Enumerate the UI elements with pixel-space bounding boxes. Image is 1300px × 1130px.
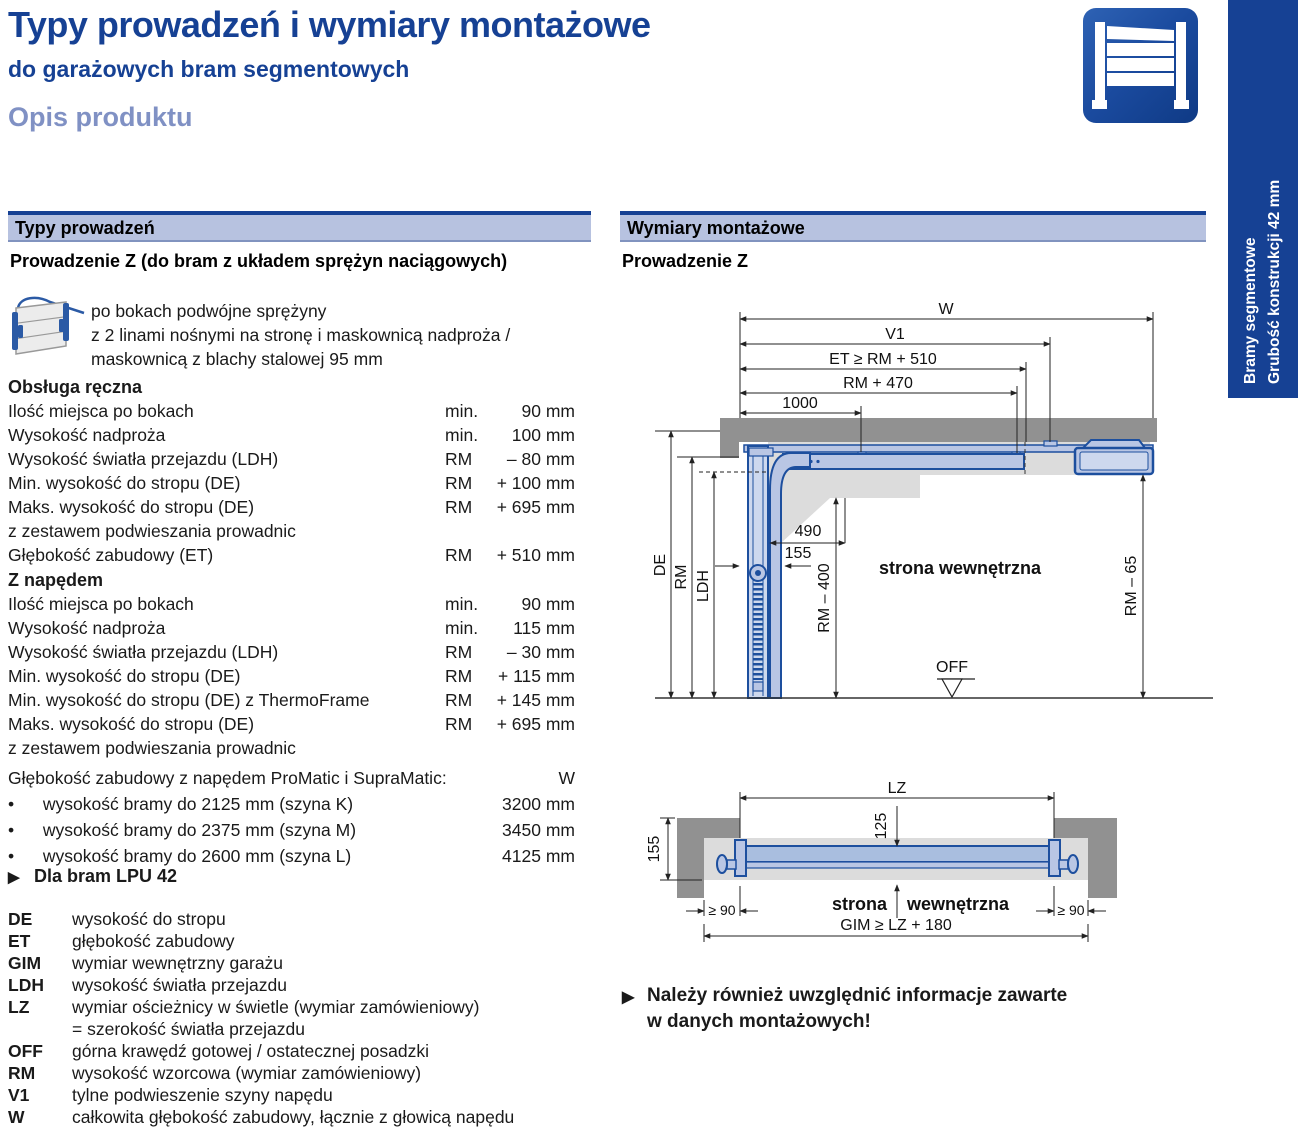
legend-abbr: GIM: [8, 953, 42, 973]
list-item: [8, 794, 575, 820]
row-label: Wysokość światła przejazdu (LDH): [8, 642, 279, 662]
row-reference: RM: [445, 449, 473, 469]
legend-desc-line1: całkowita głębokość zabudowy, łącznie z głowicą napędu: [72, 1107, 515, 1127]
item-label: wysokość bramy do 2125 mm (szyna K): [42, 794, 354, 814]
off-level-icon: [942, 679, 962, 697]
table-row: [8, 642, 575, 666]
inner-side-label: strona wewnętrzna: [878, 558, 1042, 578]
legend-row: [8, 1062, 583, 1084]
row-label: Ilość miejsca po bokach: [8, 594, 194, 614]
dim-label-155: 155: [646, 835, 663, 863]
row-label: Wysokość nadproża: [8, 425, 166, 445]
table-row: [8, 594, 575, 618]
legend-abbr: V1: [8, 1085, 30, 1105]
track-z-description: [91, 299, 510, 371]
row-label: Wysokość nadproża: [8, 618, 166, 638]
row-value: – 80 mm: [506, 449, 575, 469]
z-track-sketch-icon: [4, 292, 88, 364]
table-row: [8, 545, 575, 569]
legend-abbr: ET: [8, 931, 31, 951]
legend-desc-line1: głębokość zabudowy: [72, 931, 235, 951]
section-bar-track-types: Typy prowadzeń: [8, 211, 591, 242]
row-value: + 145 mm: [496, 690, 575, 710]
row-value: 90 mm: [521, 594, 575, 614]
row-value: + 100 mm: [496, 473, 575, 493]
row-value: + 695 mm: [496, 497, 575, 517]
legend-row: [8, 1040, 583, 1062]
row-value: 115 mm: [513, 618, 575, 638]
row-label: Głębokość zabudowy (ET): [8, 545, 214, 565]
note-line1: Należy również uwzględnić informacje zawarte: [647, 985, 1068, 1006]
legend-abbr: DE: [8, 909, 33, 929]
ceiling-and-lintel: [720, 418, 1157, 555]
legend-desc: [72, 974, 583, 996]
dim-label-rm65: RM – 65: [1123, 555, 1140, 617]
section-label: Opis produktu: [8, 102, 193, 132]
table-row: [8, 473, 575, 497]
description-line: po bokach podwójne sprężyny: [91, 301, 327, 321]
row-value: + 115 mm: [498, 666, 575, 686]
depth-heading: Głębokość zabudowy z napędem ProMatic i SupraMatic:: [8, 768, 447, 788]
item-value: 4125 mm: [502, 846, 575, 866]
legend-desc-line2: = szerokość światła przejazdu: [72, 1019, 305, 1039]
table-row: [8, 401, 575, 425]
legend-desc: [72, 996, 583, 1040]
description-line: z 2 linami nośnymi na stronę i maskownicą nadproża /: [91, 325, 511, 345]
dim-label-v1: V1: [885, 326, 905, 343]
dim-label-rm400: RM – 400: [816, 563, 833, 633]
dim-label-rm: RM: [673, 564, 690, 590]
powered-table: [8, 594, 575, 762]
sectional-door-icon: [1083, 8, 1198, 123]
legend-desc: [72, 1106, 583, 1128]
legend-desc: [72, 930, 583, 952]
side-tab-line2: Grubość konstrukcji 42 mm: [1266, 179, 1283, 384]
dimension-lines: [655, 312, 1153, 698]
legend-desc-line1: wymiar wewnętrzny garażu: [72, 953, 284, 973]
dim-label-155: 155: [784, 545, 812, 562]
manual-table: [8, 401, 575, 569]
side-tab-line1: Bramy segmentowe: [1242, 237, 1259, 384]
row-label: Min. wysokość do stropu (DE): [8, 473, 241, 493]
row-reference: RM: [445, 690, 473, 710]
dim-label-ge90-left: ≥ 90: [708, 902, 736, 918]
row-reference: RM: [445, 497, 473, 517]
drive-head-unit: [1075, 440, 1153, 474]
dim-label-490: 490: [794, 523, 822, 540]
dim-label-1000: 1000: [782, 395, 818, 412]
dim-label-gim: GIM ≥ LZ + 180: [840, 917, 952, 934]
row-label: Maks. wysokość do stropu (DE): [8, 714, 255, 734]
table-row: [8, 425, 575, 449]
mounting-z-heading: Prowadzenie Z: [622, 251, 749, 271]
dim-label-et: ET ≥ RM + 510: [829, 351, 937, 368]
dim-label-ldh: LDH: [695, 569, 712, 603]
legend: [8, 908, 583, 1128]
item-value: 3200 mm: [502, 794, 575, 814]
powered-section-title: Z napędem: [8, 570, 104, 590]
installation-diagram-plan-view: [615, 782, 1215, 954]
row-reference: RM: [445, 473, 473, 493]
dim-label-off: OFF: [936, 659, 968, 676]
dim-label-lz: LZ: [887, 782, 907, 797]
dim-label-rm470: RM + 470: [843, 375, 913, 392]
row-reference: min.: [445, 401, 479, 421]
bullet: •: [8, 846, 15, 866]
legend-row: [8, 996, 583, 1040]
row-label: z zestawem podwieszania prowadnic: [8, 521, 296, 541]
depth-list: [8, 794, 575, 872]
legend-desc-line1: górna krawędź gotowej / ostatecznej posadzki: [72, 1041, 430, 1061]
inner-side-label-b: wewnętrzna: [907, 894, 1010, 914]
page-subtitle: do garażowych bram segmentowych: [8, 56, 410, 82]
table-row: [8, 714, 575, 738]
description-line: maskownicą z blachy stalowej 95 mm: [91, 349, 383, 369]
row-label: Maks. wysokość do stropu (DE): [8, 497, 255, 517]
legend-desc: [72, 1084, 583, 1106]
row-reference: RM: [445, 666, 473, 686]
manual-section-title: Obsługa ręczna: [8, 377, 143, 397]
note-line2: w danych montażowych!: [647, 1011, 871, 1032]
side-tab-text: [1228, 0, 1298, 398]
legend-row: [8, 1106, 583, 1128]
page-title: Typy prowadzeń i wymiary montażowe: [8, 4, 651, 45]
legend-row: [8, 930, 583, 952]
legend-row: [8, 908, 583, 930]
lpu-note-text: Dla bram LPU 42: [34, 866, 178, 886]
row-value: – 30 mm: [506, 642, 575, 662]
track-z-heading: Prowadzenie Z (do bram z układem sprężyn naciągowych): [10, 251, 508, 271]
item-label: wysokość bramy do 2375 mm (szyna M): [42, 820, 357, 840]
legend-row: [8, 952, 583, 974]
item-value: 3450 mm: [502, 820, 575, 840]
mounting-data-note: [622, 983, 1067, 1035]
legend-desc: [72, 952, 583, 974]
row-reference: RM: [445, 545, 473, 565]
dim-label-w: W: [938, 301, 954, 318]
item-label: wysokość bramy do 2600 mm (szyna L): [42, 846, 352, 866]
legend-desc: [72, 1062, 583, 1084]
legend-row: [8, 974, 583, 996]
row-reference: RM: [445, 714, 473, 734]
row-reference: RM: [445, 642, 473, 662]
table-row: [8, 690, 575, 714]
legend-desc-line1: tylne podwieszenie szyny napędu: [72, 1085, 333, 1105]
row-label: Min. wysokość do stropu (DE) z ThermoFrame: [8, 690, 370, 710]
legend-abbr: W: [8, 1107, 25, 1127]
legend-desc-line1: wymiar ościeżnicy w świetle (wymiar zamówieniowy): [72, 997, 480, 1017]
table-row: [8, 666, 575, 690]
dim-label-ge90-right: ≥ 90: [1057, 902, 1085, 918]
legend-abbr: OFF: [8, 1041, 43, 1061]
row-reference: min.: [445, 425, 479, 445]
legend-desc: [72, 1040, 583, 1062]
legend-row: [8, 1084, 583, 1106]
row-label: z zestawem podwieszania prowadnic: [8, 738, 296, 758]
installation-diagram-side-view: [615, 290, 1215, 716]
dim-label-125: 125: [873, 812, 890, 840]
row-value: + 510 mm: [496, 545, 575, 565]
row-label: Wysokość światła przejazdu (LDH): [8, 449, 279, 469]
legend-abbr: LDH: [8, 975, 44, 995]
table-row: [8, 449, 575, 473]
inner-side-label-a: strona: [831, 894, 887, 914]
row-value: + 695 mm: [496, 714, 575, 734]
dim-label-de: DE: [652, 553, 669, 577]
legend-desc-line1: wysokość wzorcowa (wymiar zamówieniowy): [72, 1063, 422, 1083]
depth-heading-value: W: [558, 768, 575, 788]
legend-desc-line1: wysokość do stropu: [72, 909, 226, 929]
table-row: [8, 618, 575, 642]
bullet: •: [8, 794, 15, 814]
note-text: [647, 983, 1067, 1035]
row-reference: min.: [445, 618, 479, 638]
legend-desc-line1: wysokość światła przejazdu: [72, 975, 287, 995]
side-tab: [1228, 0, 1298, 398]
legend-abbr: LZ: [8, 997, 30, 1017]
table-row: [8, 497, 575, 521]
row-value: 100 mm: [511, 425, 575, 445]
triangle-bullet-icon: ▶: [8, 869, 20, 886]
table-row: [8, 738, 575, 762]
depth-heading-row: [8, 768, 575, 794]
row-reference: min.: [445, 594, 479, 614]
row-label: Min. wysokość do stropu (DE): [8, 666, 241, 686]
table-row: [8, 521, 575, 545]
bullet: •: [8, 820, 15, 840]
section-bar-mounting-dimensions: Wymiary montażowe: [620, 211, 1206, 242]
legend-desc: [72, 908, 583, 930]
row-value: 90 mm: [521, 401, 575, 421]
triangle-bullet-icon: ▶: [622, 989, 635, 1006]
list-item: [8, 820, 575, 846]
row-label: Ilość miejsca po bokach: [8, 401, 194, 421]
lpu-note: [8, 866, 177, 887]
legend-abbr: RM: [8, 1063, 36, 1083]
